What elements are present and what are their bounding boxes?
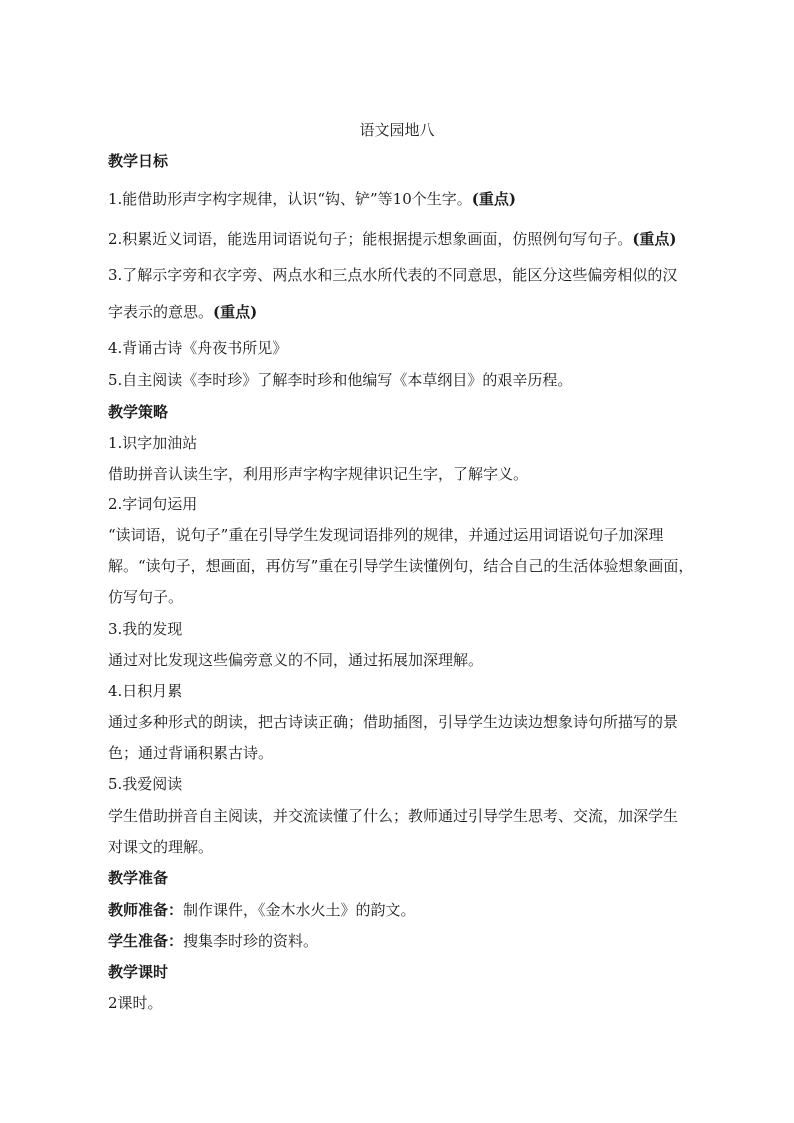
student-prep-text: 搜集李时珍的资料。 [183,932,319,950]
strategy-5-line1: 学生借助拼音自主阅读，并交流读懂了什么；教师通过引导学生思考、交流，加深学生 [108,807,679,825]
teacher-prep [108,900,728,920]
objective-3-line2 [108,302,728,322]
objective-2 [108,229,728,249]
teacher-prep-text: 制作课件，《金木水火土》的韵文。 [183,901,416,919]
objective-4: 4.背诵古诗《舟夜书所见》 [108,339,288,357]
strategy-4-line2: 色；通过背诵积累古诗。 [108,744,274,762]
strategy-2-line3: 仿写句子。 [108,588,184,606]
prep-heading: 教学准备 [108,869,169,887]
strategy-3-line1: 通过对比发现这些偏旁意义的不同，通过拓展加深理解。 [108,651,484,669]
objective-1 [108,189,728,209]
strategy-1-line1: 借助拼音认读生字，利用形声字构字规律识记生字，了解字义。 [108,465,529,483]
objective-2-tag: (重点) [632,230,677,248]
strategy-5-line2: 对课文的理解。 [108,838,214,856]
objective-3-tag: (重点) [213,303,258,321]
time-heading: 教学课时 [108,963,169,981]
strategy-5-title: 5.我爱阅读 [108,775,183,793]
student-prep-label: 学生准备： [108,932,184,950]
objectives-heading: 教学日标 [108,152,169,170]
time-text: 2课时。 [108,994,163,1012]
strategy-1-title: 1.识字加油站 [108,434,198,452]
objective-3-text: 字表示的意思。 [108,303,214,321]
objective-5: 5.自主阅读《李时珍》了解李时珍和他编写《本草纲目》的艰辛历程。 [108,371,573,389]
strategy-2-line2: 解。“读句子，想画面，再仿写”重在引导学生读懂例句，结合自己的生活体验想象画面， [108,557,694,575]
objective-1-tag: (重点) [471,190,516,208]
strategy-4-title: 4.日积月累 [108,682,183,700]
strategy-2-line1: “读词语，说句子”重在引导学生发现词语排列的规律，并通过运用词语说句子加深理 [108,526,664,544]
strategy-2-title: 2.字词句运用 [108,495,198,513]
strategy-4-line1: 通过多种形式的朗读，把古诗读正确；借助插图，引导学生边读边想象诗句所描写的景 [108,713,679,731]
student-prep [108,931,728,951]
page-title: 语文园地八 [359,121,435,139]
teacher-prep-label: 教师准备： [108,901,184,919]
objective-1-text: 1.能借助形声字构字规律，认识“钩、铲”等10个生字。 [108,190,472,208]
objective-2-text: 2.积累近义词语，能选用词语说句子；能根据提示想象画面，仿照例句写句子。 [108,230,633,248]
objective-3-line1: 3.了解示字旁和衣字旁、两点水和三点水所代表的不同意思，能区分这些偏旁相似的汉 [108,266,678,284]
strategy-heading: 教学策略 [108,403,169,421]
strategy-3-title: 3.我的发现 [108,620,183,638]
